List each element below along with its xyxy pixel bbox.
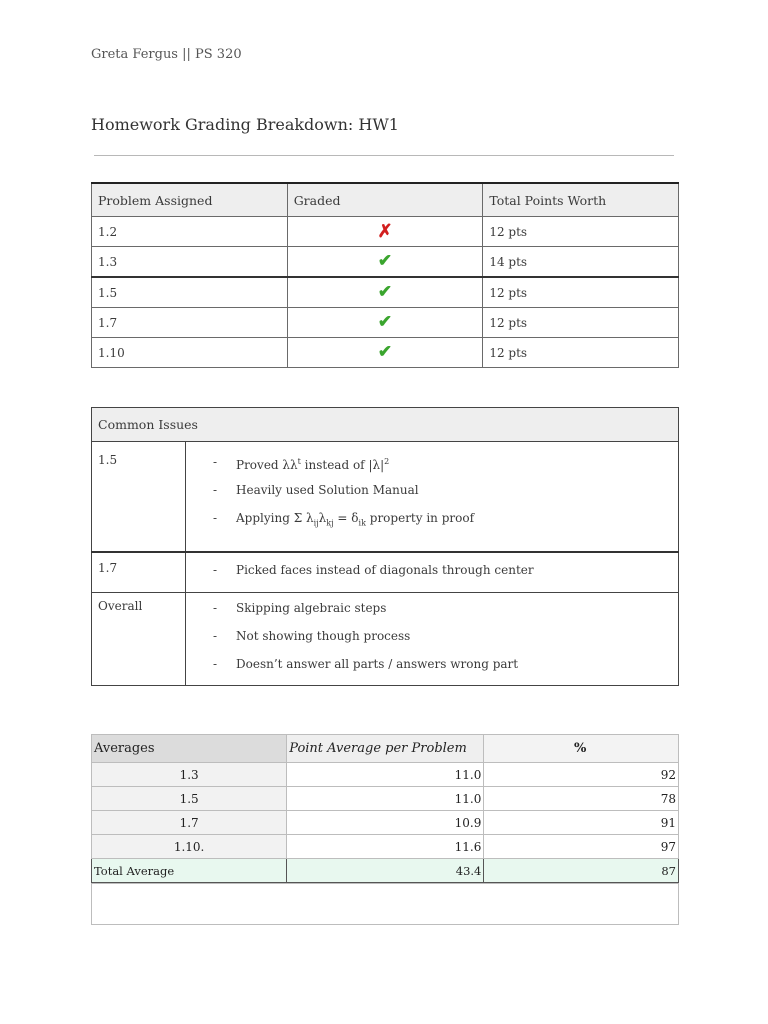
issue-text: instead of |λ| — [300, 458, 385, 472]
issue-list — [186, 552, 679, 593]
table-row — [92, 277, 679, 308]
issue-text: Not showing though process — [236, 629, 411, 643]
problem-cell: 1.5 — [92, 787, 287, 811]
graded-cell — [287, 217, 483, 247]
col-header-percent: % — [484, 735, 679, 763]
col-header-problem: Problem Assigned — [92, 183, 288, 217]
graded-cell — [287, 277, 483, 308]
points-cell: 12 pts — [483, 217, 679, 247]
table-row — [92, 763, 679, 787]
issue-list — [186, 442, 679, 553]
issue-text: Picked faces instead of diagonals through center — [236, 563, 534, 577]
math-symbol: = δ — [333, 511, 359, 525]
graded-cell — [287, 308, 483, 338]
table-row — [92, 787, 679, 811]
issues-header: Common Issues — [92, 408, 679, 442]
table-row — [92, 811, 679, 835]
col-header-graded: Graded — [287, 183, 483, 217]
issue-text: Applying Σ λ — [236, 511, 314, 525]
author-course-line: Greta Fergus || PS 320 — [91, 47, 242, 62]
total-avg: 43.4 — [287, 859, 484, 883]
subscript: ij — [313, 518, 319, 528]
table-row — [92, 217, 679, 247]
cross-icon: ✗ — [377, 220, 393, 242]
title-divider — [94, 155, 674, 156]
avg-cell: 11.0 — [287, 787, 484, 811]
issues-table-header — [92, 408, 679, 442]
problem-cell: 1.3 — [92, 763, 287, 787]
col-header-averages: Averages — [92, 735, 287, 763]
table-row — [92, 247, 679, 278]
col-header-points: Total Points Worth — [483, 183, 679, 217]
issue-text: Heavily used Solution Manual — [236, 483, 419, 497]
empty-notes-box — [91, 883, 679, 925]
total-percent: 87 — [484, 859, 679, 883]
problem-cell: 1.2 — [92, 217, 288, 247]
checkmark-icon: ✔ — [377, 282, 393, 302]
points-cell: 12 pts — [483, 338, 679, 368]
total-label: Total Average — [92, 859, 287, 883]
problem-cell: 1.3 — [92, 247, 288, 278]
issue-item — [186, 655, 678, 683]
grading-table — [91, 182, 679, 368]
points-cell: 12 pts — [483, 277, 679, 308]
graded-cell — [287, 247, 483, 278]
graded-cell — [287, 338, 483, 368]
issue-group — [92, 593, 679, 686]
percent-cell: 91 — [484, 811, 679, 835]
table-row — [92, 338, 679, 368]
issue-key: 1.5 — [92, 442, 186, 553]
avg-cell: 10.9 — [287, 811, 484, 835]
issue-item — [186, 481, 678, 509]
issue-item — [186, 453, 678, 481]
subscript: kj — [326, 518, 334, 528]
total-row — [92, 859, 679, 883]
bullet-dash: - — [213, 455, 218, 469]
bullet-dash: - — [213, 483, 218, 497]
avg-cell: 11.6 — [287, 835, 484, 859]
checkmark-icon: ✔ — [377, 312, 393, 332]
math-symbol: λ — [318, 511, 327, 525]
issue-item — [186, 627, 678, 655]
checkmark-icon: ✔ — [377, 251, 393, 271]
issue-item — [186, 561, 678, 581]
superscript: t — [297, 457, 301, 466]
issue-group — [92, 552, 679, 593]
problem-cell: 1.7 — [92, 811, 287, 835]
points-cell: 12 pts — [483, 308, 679, 338]
page-title: Homework Grading Breakdown: HW1 — [91, 115, 399, 134]
issue-text: Doesn’t answer all parts / answers wrong part — [236, 657, 519, 671]
percent-cell: 97 — [484, 835, 679, 859]
issue-list — [186, 593, 679, 686]
superscript: 2 — [384, 457, 390, 466]
bullet-dash: - — [213, 629, 218, 643]
problem-cell: 1.7 — [92, 308, 288, 338]
points-cell: 14 pts — [483, 247, 679, 278]
problem-cell: 1.5 — [92, 277, 288, 308]
issue-item — [186, 599, 678, 627]
bullet-dash: - — [213, 563, 218, 577]
averages-table — [91, 734, 679, 883]
bullet-dash: - — [213, 657, 218, 671]
subscript: ik — [358, 518, 366, 528]
common-issues-table — [91, 407, 679, 686]
col-header-point-average: Point Average per Problem — [287, 735, 484, 763]
problem-cell: 1.10. — [92, 835, 287, 859]
averages-table-header — [92, 735, 679, 763]
issue-text: Skipping algebraic steps — [236, 601, 387, 615]
bullet-dash: - — [213, 511, 218, 525]
avg-cell: 11.0 — [287, 763, 484, 787]
issue-text: Proved λλ — [236, 458, 298, 472]
issue-text: property in proof — [369, 511, 475, 525]
table-row — [92, 835, 679, 859]
checkmark-icon: ✔ — [377, 342, 393, 362]
table-row — [92, 308, 679, 338]
issue-group — [92, 442, 679, 553]
bullet-dash: - — [213, 601, 218, 615]
issue-key: 1.7 — [92, 552, 186, 593]
issue-key: Overall — [92, 593, 186, 686]
grading-table-header — [92, 183, 679, 217]
issue-item — [186, 509, 678, 537]
percent-cell: 92 — [484, 763, 679, 787]
percent-cell: 78 — [484, 787, 679, 811]
problem-cell: 1.10 — [92, 338, 288, 368]
